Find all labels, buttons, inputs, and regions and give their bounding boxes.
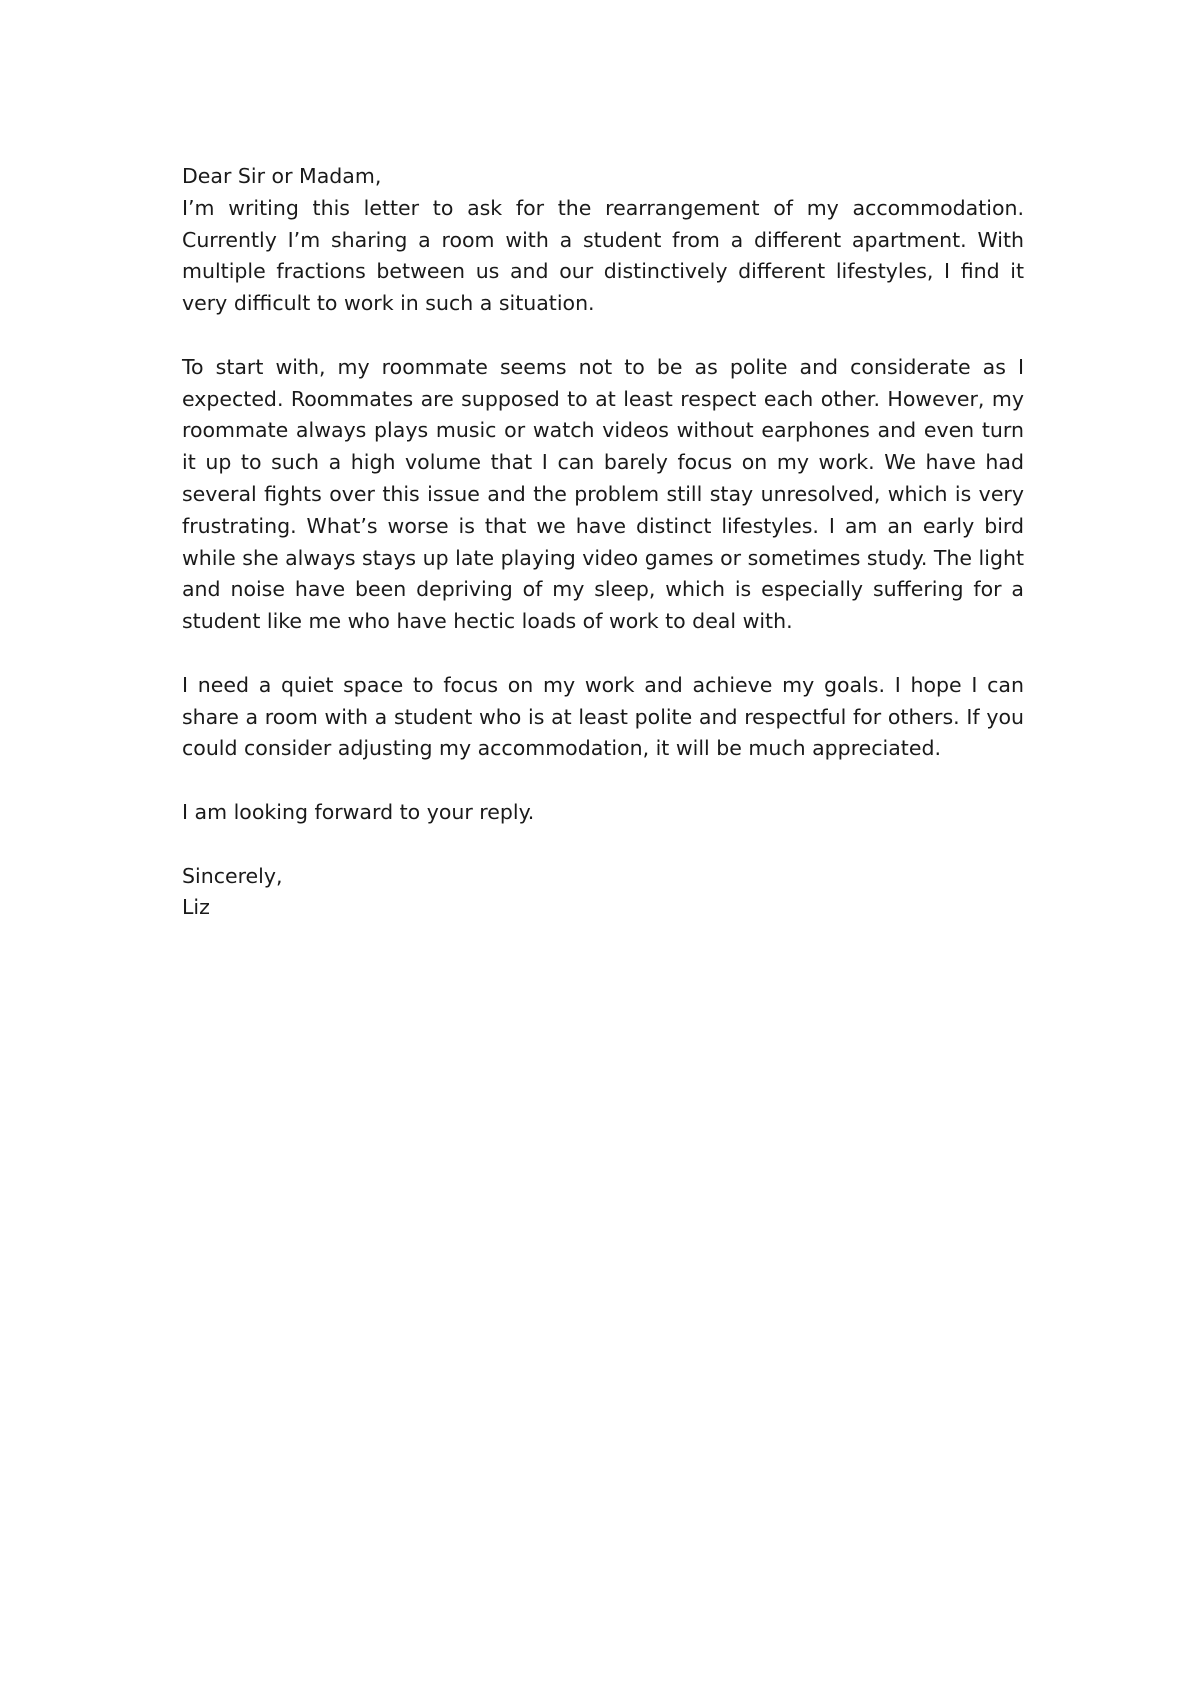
salutation: Dear Sir or Madam, <box>182 164 382 188</box>
paragraph-request: I need a quiet space to focus on my work and achieve my goals. I hope I can share a room with a student who is at least polite and respectful for others. If you could consider adjusting my accommodation, it will be much appreciated. <box>182 672 1024 761</box>
signature: Liz <box>182 895 210 920</box>
paragraph-closing-remark: I am looking forward to your reply. <box>182 799 535 824</box>
paragraph-intro: I’m writing this letter to ask for the rearrangement of my accommodation. Currently I’m sharing a room with a student from a different apartment. With multiple fractions between us and our distinctively different lifestyles, I find it very difficult to work in such a situation. <box>182 195 1024 316</box>
closing: Sincerely, <box>182 863 283 888</box>
paragraph-roommate-issues: To start with, my roommate seems not to be as polite and considerate as I expected. Roommates are supposed to at least respect each other. However, my roommate always plays music or watch videos without earphones and even turn it up to such a high volume that I can barely focus on my work. We have had several fights over this issue and the problem still stay unresolved, which is very frustrating. What’s worse is that we have distinct lifestyles. I am an early bird while she always stays up late playing video games or sometimes study. The light and noise have been depriving of my sleep, which is especially suffering for a student like me who have hectic loads of work to deal with. <box>182 354 1024 634</box>
letter-body <box>182 161 1024 924</box>
